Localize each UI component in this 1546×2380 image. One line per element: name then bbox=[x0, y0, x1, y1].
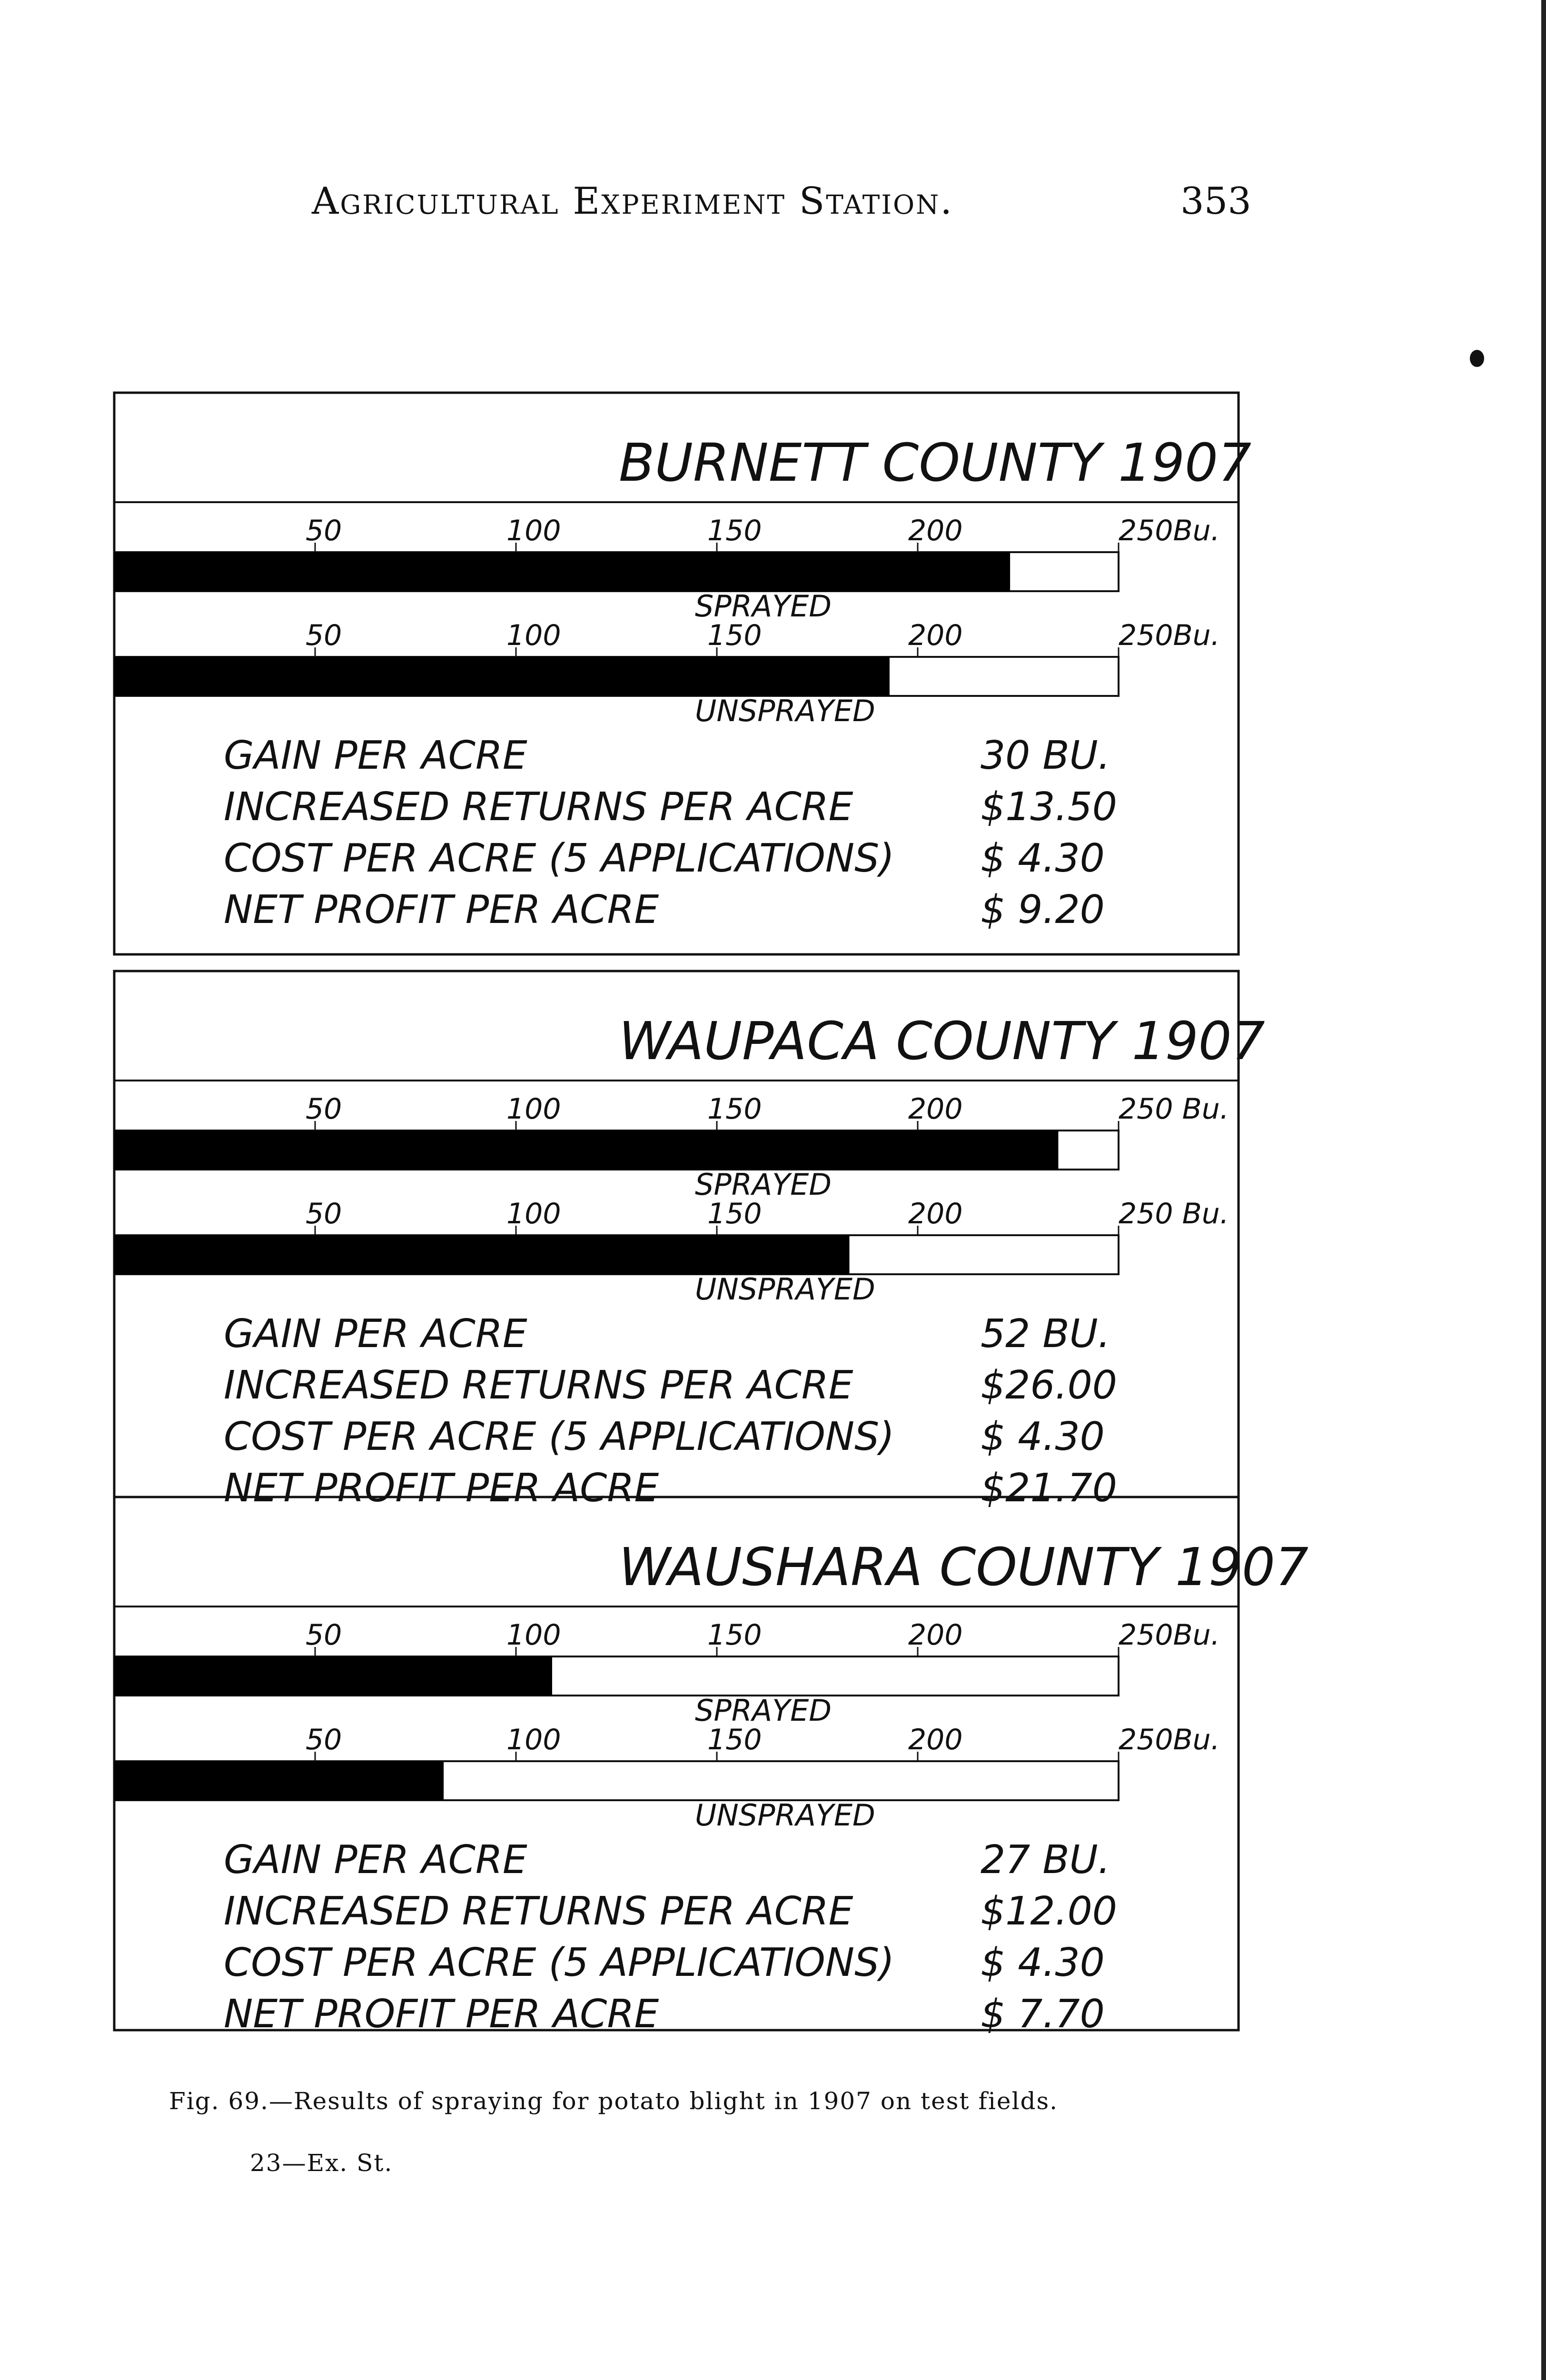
tick-label: 50 bbox=[306, 514, 342, 547]
bar-unsprayed bbox=[114, 657, 890, 696]
summary-value: $26.00 bbox=[981, 1363, 1117, 1408]
summary-label: NET PROFIT PER ACRE bbox=[224, 1466, 659, 1511]
tick-label: 250Bu. bbox=[1119, 1618, 1220, 1652]
bar-unsprayed bbox=[114, 1235, 850, 1274]
tick-label: 100 bbox=[506, 1618, 561, 1652]
summary-value: 27 BU. bbox=[981, 1837, 1110, 1883]
summary-value: 52 BU. bbox=[981, 1311, 1110, 1357]
tick-label: 200 bbox=[908, 1618, 963, 1652]
tick-label: 150 bbox=[707, 1197, 762, 1230]
bar-label: UNSPRAYED bbox=[695, 1272, 875, 1307]
summary-label: INCREASED RETURNS PER ACRE bbox=[224, 1889, 853, 1934]
bar-sprayed bbox=[114, 1130, 1058, 1170]
running-title: Agricultural Experiment Station. bbox=[312, 180, 954, 223]
tick-label: 150 bbox=[707, 1618, 762, 1652]
bar-label: SPRAYED bbox=[695, 1693, 832, 1728]
tick-label: 150 bbox=[707, 619, 762, 652]
summary-label: COST PER ACRE (5 APPLICATIONS) bbox=[224, 1414, 895, 1459]
figure-chart bbox=[114, 393, 1308, 2037]
ink-dot bbox=[1470, 350, 1484, 367]
summary-value: $13.50 bbox=[981, 784, 1117, 830]
summary-value: $ 4.30 bbox=[981, 1414, 1105, 1459]
panel-title: BURNETT COUNTY 1907 bbox=[619, 432, 1252, 493]
tick-label: 100 bbox=[506, 1723, 561, 1756]
tick-label: 50 bbox=[306, 1723, 342, 1756]
signature-mark: 23—Ex. St. bbox=[250, 2149, 393, 2177]
tick-label: 250Bu. bbox=[1119, 619, 1220, 652]
tick-label: 100 bbox=[506, 1092, 561, 1126]
summary-label: COST PER ACRE (5 APPLICATIONS) bbox=[224, 1940, 895, 1985]
tick-label: 150 bbox=[707, 1723, 762, 1756]
summary-label: INCREASED RETURNS PER ACRE bbox=[224, 784, 853, 830]
tick-label: 150 bbox=[707, 1092, 762, 1126]
summary-value: $ 4.30 bbox=[981, 836, 1105, 881]
tick-label: 50 bbox=[306, 1618, 342, 1652]
bar-sprayed bbox=[114, 1656, 552, 1696]
tick-label: 200 bbox=[908, 514, 963, 547]
tick-label: 50 bbox=[306, 1197, 342, 1230]
bar-sprayed bbox=[114, 552, 1010, 591]
page-number: 353 bbox=[1180, 180, 1251, 223]
tick-label: 100 bbox=[506, 1197, 561, 1230]
tick-label: 100 bbox=[506, 619, 561, 652]
summary-value: $21.70 bbox=[981, 1466, 1117, 1511]
bar-label: SPRAYED bbox=[695, 1167, 832, 1202]
summary-label: COST PER ACRE (5 APPLICATIONS) bbox=[224, 836, 895, 881]
summary-label: GAIN PER ACRE bbox=[224, 733, 527, 778]
summary-label: NET PROFIT PER ACRE bbox=[224, 887, 659, 932]
summary-value: $ 4.30 bbox=[981, 1940, 1105, 1985]
chart-canvas bbox=[114, 393, 1308, 2037]
tick-label: 150 bbox=[707, 514, 762, 547]
chart-panel-1 bbox=[114, 393, 1251, 954]
tick-label: 250Bu. bbox=[1119, 514, 1220, 547]
bar-label: UNSPRAYED bbox=[695, 694, 875, 728]
running-head bbox=[0, 180, 1546, 237]
bar-label: UNSPRAYED bbox=[695, 1798, 875, 1833]
tick-label: 50 bbox=[306, 619, 342, 652]
tick-label: 50 bbox=[306, 1092, 342, 1126]
summary-value: $12.00 bbox=[981, 1889, 1117, 1934]
chart-panel-2 bbox=[114, 971, 1265, 1511]
figure-caption: Fig. 69.—Results of spraying for potato blight in 1907 on test fields. bbox=[169, 2087, 1059, 2115]
tick-label: 200 bbox=[908, 1723, 963, 1756]
tick-label: 250Bu. bbox=[1119, 1723, 1220, 1756]
bar-unsprayed bbox=[114, 1761, 444, 1800]
summary-label: GAIN PER ACRE bbox=[224, 1837, 527, 1883]
summary-label: GAIN PER ACRE bbox=[224, 1311, 527, 1357]
tick-label: 250 Bu. bbox=[1119, 1092, 1229, 1126]
summary-value: $ 7.70 bbox=[981, 1992, 1105, 2037]
tick-label: 200 bbox=[908, 619, 963, 652]
chart-panel-3 bbox=[114, 1497, 1308, 2037]
summary-value: $ 9.20 bbox=[981, 887, 1105, 932]
summary-value: 30 BU. bbox=[981, 733, 1110, 778]
tick-label: 200 bbox=[908, 1092, 963, 1126]
tick-label: 250 Bu. bbox=[1119, 1197, 1229, 1230]
panel-title: WAUPACA COUNTY 1907 bbox=[619, 1011, 1265, 1071]
summary-label: NET PROFIT PER ACRE bbox=[224, 1992, 659, 2037]
tick-label: 100 bbox=[506, 514, 561, 547]
bar-label: SPRAYED bbox=[695, 589, 832, 624]
panel-title: WAUSHARA COUNTY 1907 bbox=[619, 1537, 1308, 1597]
tick-label: 200 bbox=[908, 1197, 963, 1230]
summary-label: INCREASED RETURNS PER ACRE bbox=[224, 1363, 853, 1408]
